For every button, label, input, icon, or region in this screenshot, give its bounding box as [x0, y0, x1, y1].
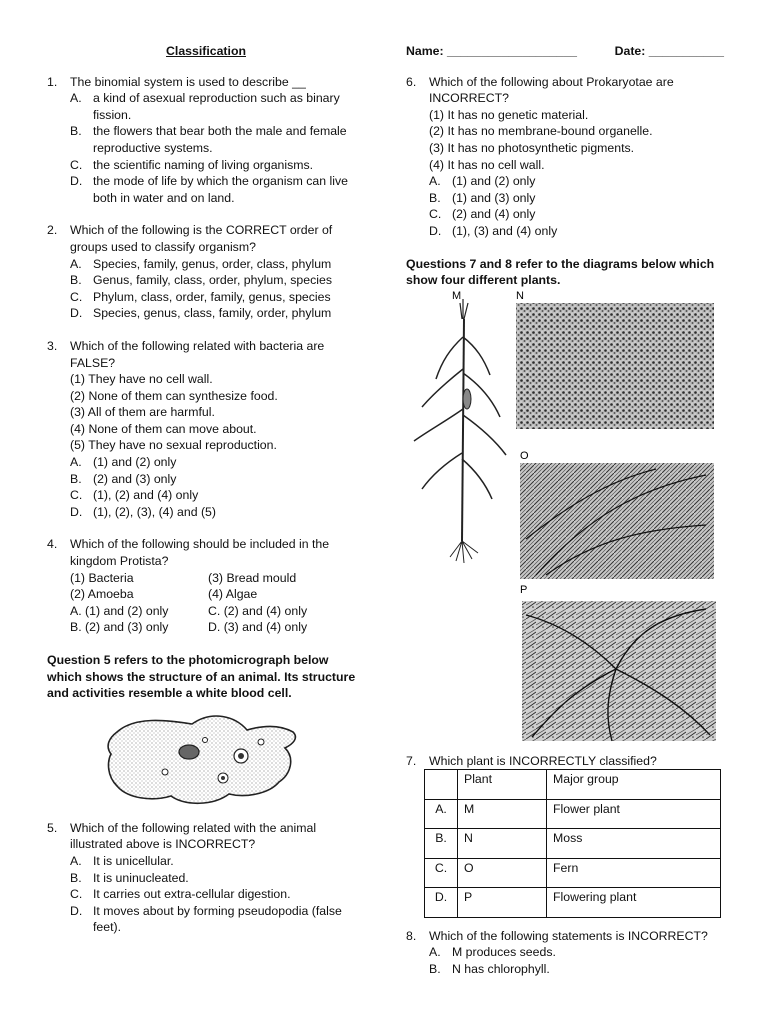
question-number: 6.	[406, 74, 417, 89]
option-text: (2) and (3) only	[93, 471, 177, 486]
table-cell: D.	[425, 888, 458, 918]
table-row	[425, 858, 721, 888]
right-column	[406, 43, 724, 978]
option-text: (1) and (2) only	[452, 174, 536, 189]
header-cell: Plant	[458, 770, 547, 800]
question-number: 5.	[47, 820, 58, 835]
option-a	[429, 944, 724, 961]
option-text: (1) and (2) only	[93, 455, 177, 470]
name-date-line	[406, 43, 724, 60]
question-text: Which plant is INCORRECTLY classified?	[429, 753, 657, 768]
question-number: 8.	[406, 928, 417, 943]
table-row	[425, 829, 721, 859]
grid-cell: (4) Algae	[208, 587, 258, 602]
option-d	[70, 903, 365, 936]
option-letter: D.	[70, 174, 83, 189]
vacuole	[221, 776, 225, 780]
option-letter: D.	[70, 504, 83, 519]
option-text: the flowers that bear both the male and female reproductive systems.	[93, 124, 347, 155]
table-row	[425, 888, 721, 918]
plant-label-p: P	[520, 583, 528, 596]
option-letter: C.	[70, 488, 83, 503]
table-cell: Flower plant	[547, 799, 721, 829]
option-text: N has chlorophyll.	[452, 962, 550, 976]
grid-cell: B. (2) and (3) only	[70, 620, 169, 635]
option-b	[429, 961, 724, 978]
grid-cell: C. (2) and (4) only	[208, 603, 308, 618]
option-letter: A.	[429, 945, 441, 960]
option-letter: A.	[70, 455, 82, 470]
question-text: Which of the following about Prokaryotae are INCORRECT?	[429, 74, 674, 106]
name-field: Name: ___________________	[406, 44, 577, 58]
statement: (2) None of them can synthesize food.	[70, 388, 278, 403]
plant-m-maize	[414, 299, 506, 563]
vacuole	[203, 737, 208, 742]
question-8	[406, 928, 724, 978]
option-grid	[47, 570, 365, 636]
statement: (4) None of them can move about.	[70, 421, 257, 436]
option-c	[70, 886, 365, 903]
option-letter: B.	[70, 124, 82, 139]
question-5-intro: Question 5 refers to the photomicrograph below which shows the structure of an animal. Its structure and activities resemble a white blood cell.	[47, 653, 356, 701]
vacuole	[162, 769, 168, 775]
question-text: Which of the following is the CORRECT order of groups used to classify organism?	[70, 223, 333, 254]
plant-label-o: O	[520, 449, 529, 462]
grid-cell: (3) Bread mould	[208, 570, 297, 585]
option-a	[429, 173, 724, 190]
option-b	[429, 190, 724, 207]
nucleus	[179, 745, 199, 759]
questions-7-8-intro: Questions 7 and 8 refer to the diagrams below which show four different plants.	[406, 256, 715, 288]
option-a	[70, 90, 365, 123]
grid-cell: (1) Bacteria	[70, 570, 134, 585]
option-letter: A.	[70, 853, 82, 868]
option-b	[70, 870, 365, 887]
question-text: Which of the following should be included in the kingdom Protista?	[70, 537, 330, 569]
table-cell: C.	[425, 858, 458, 888]
table-row	[425, 799, 721, 829]
plants-figure	[406, 289, 724, 749]
table-cell: M	[458, 799, 547, 829]
option-b	[70, 471, 365, 488]
option-text: (1), (3) and (4) only	[452, 223, 558, 238]
option-b	[70, 123, 365, 156]
option-text: M produces seeds.	[452, 945, 556, 960]
statement: (5) They have no sexual reproduction.	[70, 438, 277, 453]
option-letter: A.	[429, 174, 441, 189]
option-text: It carries out extra-cellular digestion.	[93, 887, 291, 902]
statement: (3) It has no photosynthetic pigments.	[429, 140, 635, 155]
option-c	[70, 157, 365, 174]
option-text: the mode of life by which the organism can live both in water and on land.	[93, 174, 348, 205]
option-letter: C.	[70, 289, 83, 304]
grid-cell: D. (3) and (4) only	[208, 620, 308, 635]
question-7	[406, 753, 724, 918]
option-d	[70, 504, 365, 521]
option-text: It is unicellular.	[93, 853, 174, 868]
question-text: Which of the following related with bacteria are FALSE?	[70, 338, 325, 370]
classification-table	[424, 769, 721, 918]
table-cell: Moss	[547, 829, 721, 859]
plant-label-m: M	[452, 289, 462, 302]
option-c	[70, 487, 365, 504]
option-letter: B.	[70, 273, 82, 288]
grid-cell: A. (1) and (2) only	[70, 603, 169, 618]
option-c	[429, 206, 724, 223]
question-number: 1.	[47, 74, 58, 89]
page-title: Classification	[166, 44, 246, 58]
grid-cell: (2) Amoeba	[70, 587, 134, 602]
header-cell	[425, 770, 458, 800]
question-number: 3.	[47, 338, 58, 353]
option-d	[429, 223, 724, 240]
question-5	[47, 820, 365, 936]
question-text: Which of the following statements is INCORRECT?	[429, 928, 708, 943]
option-text: Species, family, genus, order, class, phylum	[93, 256, 332, 271]
table-cell: O	[458, 858, 547, 888]
question-text: The binomial system is used to describe __	[70, 74, 306, 89]
statement: (2) It has no membrane-bound organelle.	[429, 124, 653, 139]
plant-n-moss	[516, 303, 714, 429]
question-text: Which of the following related with the animal illustrated above is INCORRECT?	[70, 820, 317, 852]
table-cell: B.	[425, 829, 458, 859]
option-text: (1), (2) and (4) only	[93, 488, 199, 503]
question-3	[47, 338, 365, 521]
option-letter: A.	[70, 256, 82, 271]
option-text: It is uninucleated.	[93, 870, 189, 885]
table-cell: P	[458, 888, 547, 918]
option-text: Genus, family, class, order, phylum, species	[93, 273, 332, 288]
vacuole	[258, 739, 264, 745]
date-field: Date: ___________	[614, 44, 724, 58]
table-cell: A.	[425, 799, 458, 829]
option-letter: A.	[70, 91, 82, 106]
question-6	[406, 74, 724, 240]
question-2	[47, 222, 365, 322]
option-text: (1) and (3) only	[452, 190, 536, 205]
option-text: a kind of asexual reproduction such as binary fission.	[93, 91, 340, 122]
statement: (1) It has no genetic material.	[429, 107, 589, 122]
option-b	[70, 272, 365, 289]
left-column	[47, 43, 365, 952]
option-text: Species, genus, class, family, order, phylum	[93, 306, 332, 321]
option-letter: B.	[70, 870, 82, 885]
amoeba-body	[108, 716, 295, 803]
option-a	[70, 256, 365, 273]
question-1	[47, 74, 365, 207]
statement: (1) They have no cell wall.	[70, 372, 213, 387]
option-d	[70, 305, 365, 322]
table-cell: N	[458, 829, 547, 859]
option-a	[70, 454, 365, 471]
option-text: It moves about by forming pseudopodia (false feet).	[93, 903, 342, 935]
option-c	[70, 289, 365, 306]
question-4	[47, 536, 365, 636]
option-text: (1), (2), (3), (4) and (5)	[93, 504, 216, 519]
header-cell: Major group	[547, 770, 721, 800]
option-text: the scientific naming of living organisms.	[93, 157, 314, 172]
table-cell: Flowering plant	[547, 888, 721, 918]
table-header-row	[425, 770, 721, 800]
option-d	[70, 173, 365, 206]
question-number: 2.	[47, 223, 58, 238]
question-number: 4.	[47, 537, 58, 552]
option-letter: C.	[70, 887, 83, 902]
option-letter: C.	[70, 157, 83, 172]
option-text: (2) and (4) only	[452, 207, 536, 222]
option-text: Phylum, class, order, family, genus, species	[93, 289, 331, 304]
option-letter: C.	[429, 207, 442, 222]
option-letter: B.	[70, 471, 82, 486]
statement: (4) It has no cell wall.	[429, 157, 545, 172]
option-a	[70, 853, 365, 870]
option-letter: B.	[429, 962, 441, 976]
option-letter: D.	[70, 903, 83, 918]
option-letter: D.	[429, 223, 442, 238]
vacuole	[238, 753, 244, 759]
question-number: 7.	[406, 753, 417, 768]
table-cell: Fern	[547, 858, 721, 888]
amoeba-illustration	[47, 702, 365, 814]
plant-label-n: N	[516, 289, 524, 302]
option-letter: B.	[429, 190, 441, 205]
statement: (3) All of them are harmful.	[70, 405, 215, 420]
option-letter: D.	[70, 306, 83, 321]
